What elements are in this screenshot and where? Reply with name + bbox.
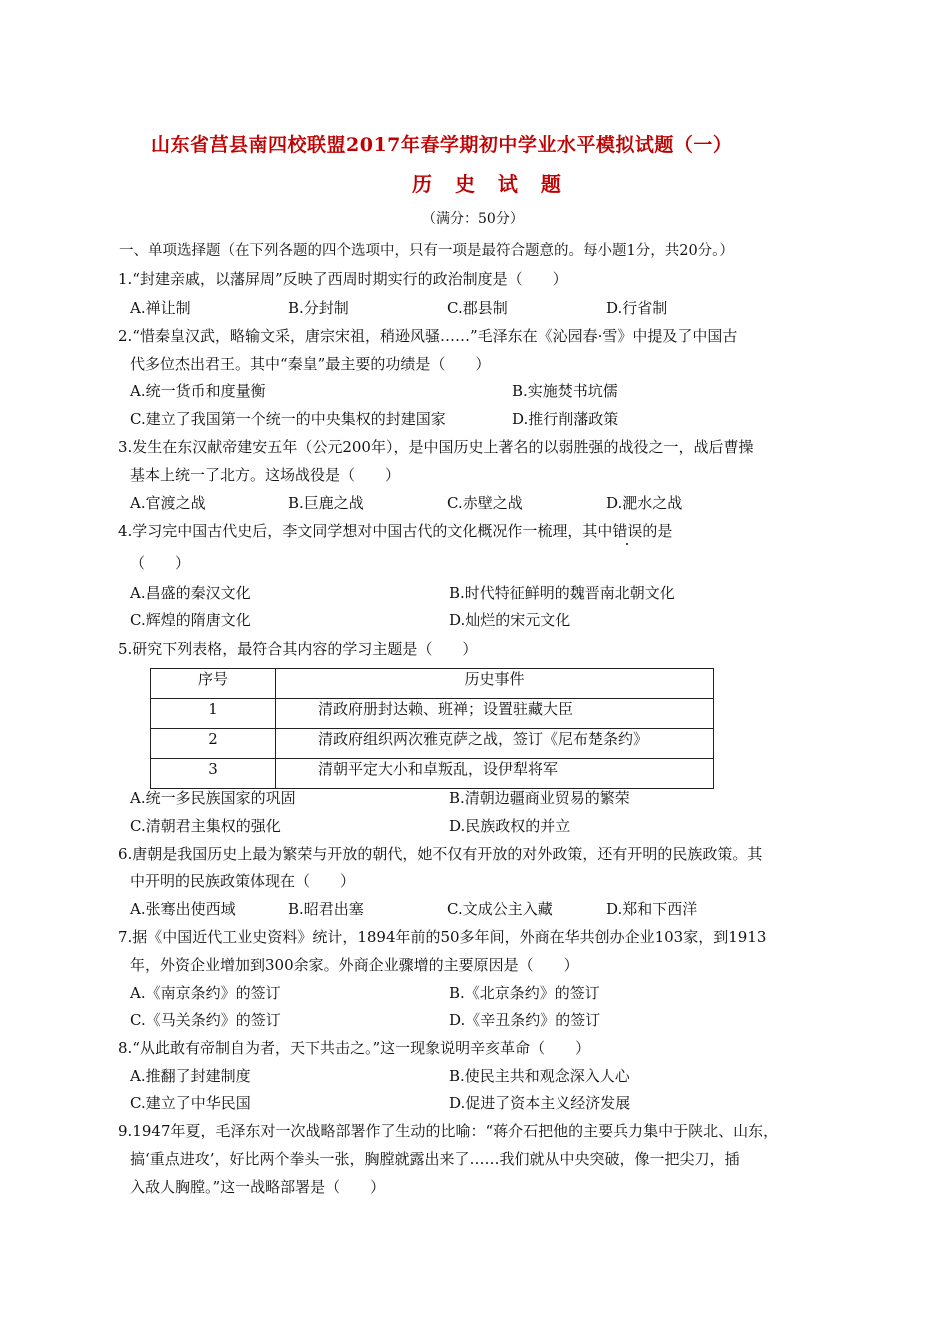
table-cell-event: 清朝平定大小和卓叛乱，设伊犁将军 [276, 759, 714, 789]
table-cell-number: 1 [151, 699, 276, 729]
question-2-option-a: A.统一货币和度量衡 [130, 382, 266, 400]
question-7-option-b: B.《北京条约》的签订 [449, 984, 600, 1002]
question-5-option-d: D.民族政权的并立 [449, 817, 571, 835]
question-6-option-b: B.昭君出塞 [288, 900, 364, 918]
question-8-stem: 8.“从此敢有帝制自为者，天下共击之。”这一现象说明辛亥革命（ ） [118, 1039, 591, 1057]
question-8-option-b: B.使民主共和观念深入人心 [449, 1067, 630, 1085]
table-row [151, 699, 714, 729]
question-3-option-b: B.巨鹿之战 [288, 494, 364, 512]
table-header-event: 历史事件 [276, 669, 714, 699]
question-7-option-a: A.《南京条约》的签订 [130, 984, 281, 1002]
question-5-stem: 5.研究下列表格，最符合其内容的学习主题是（ ） [118, 640, 478, 658]
question-6-option-c: C.文成公主入藏 [447, 900, 553, 918]
question-8-option-a: A.推翻了封建制度 [130, 1067, 251, 1085]
question-1-option-d: D.行省制 [606, 299, 668, 317]
table-row [151, 759, 714, 789]
question-5-option-c: C.清朝君主集权的强化 [130, 817, 281, 835]
question-5-table [150, 668, 714, 789]
question-5-option-a: A.统一多民族国家的巩固 [130, 789, 296, 807]
question-1-option-c: C.郡县制 [447, 299, 508, 317]
question-4-stem-line2: （ ） [130, 554, 191, 572]
table-cell-event: 清政府组织两次雅克萨之战，签订《尼布楚条约》 [276, 729, 714, 759]
question-5-option-b: B.清朝边疆商业贸易的繁荣 [449, 789, 630, 807]
question-2-option-b: B.实施焚书坑儒 [512, 382, 618, 400]
question-4-emphasis: 错误 [612, 522, 643, 540]
question-2-stem-line1: 2.“惜秦皇汉武，略输文采，唐宗宋祖，稍逊风骚……”毛泽东在《沁园春·雪》中提及了中国古 [118, 327, 738, 345]
section-heading: 一、单项选择题（在下列各题的四个选项中，只有一项是最符合题意的。每小题1分，共20分。） [119, 243, 734, 259]
question-1-option-a: A.禅让制 [130, 299, 191, 317]
question-4-option-c: C.辉煌的隋唐文化 [130, 611, 251, 629]
question-8-option-d: D.促进了资本主义经济发展 [449, 1094, 631, 1112]
question-4-stem-line1 [118, 521, 672, 541]
table-cell-event: 清政府册封达赖、班禅；设置驻藏大臣 [276, 699, 714, 729]
question-3-option-d: D.淝水之战 [606, 494, 683, 512]
question-4-stem-post: 的是 [642, 522, 673, 540]
question-2-option-c: C.建立了我国第一个统一的中央集权的封建国家 [130, 410, 446, 428]
table-cell-number: 2 [151, 729, 276, 759]
question-7-option-c: C.《马关条约》的签订 [130, 1011, 281, 1029]
question-7-stem-line2: 年，外资企业增加到300余家。外商企业骤增的主要原因是（ ） [130, 956, 579, 974]
question-3-option-a: A.官渡之战 [130, 494, 206, 512]
exam-subtitle: 历 史 试 题 [412, 172, 569, 196]
question-2-option-d: D.推行削藩政策 [512, 410, 619, 428]
score-note: （满分：50分） [422, 211, 524, 227]
question-4-option-b: B.时代特征鲜明的魏晋南北朝文化 [449, 584, 675, 602]
table-row [151, 729, 714, 759]
question-1-option-b: B.分封制 [288, 299, 349, 317]
question-6-option-d: D.郑和下西洋 [606, 900, 698, 918]
question-6-stem-line2: 中开明的民族政策体现在（ ） [130, 872, 356, 890]
question-8-option-c: C.建立了中华民国 [130, 1094, 251, 1112]
question-6-stem-line1: 6.唐朝是我国历史上最为繁荣与开放的朝代，她不仅有开放的对外政策，还有开明的民族政策。其 [118, 845, 763, 863]
question-9-stem-line1: 9.1947年夏，毛泽东对一次战略部署作了生动的比喻：“蒋介石把他的主要兵力集中于陕北、山东， [118, 1122, 779, 1140]
question-9-stem-line2: 搞‘重点进攻’，好比两个拳头一张，胸膛就露出来了……我们就从中央突破，像一把尖刀，插 [130, 1150, 740, 1168]
question-3-stem-line1: 3.发生在东汉献帝建安五年（公元200年），是中国历史上著名的以弱胜强的战役之一，战后曹操 [118, 438, 754, 456]
table-header-row [151, 669, 714, 699]
question-3-stem-line2: 基本上统一了北方。这场战役是（ ） [130, 466, 401, 484]
table-header-number: 序号 [151, 669, 276, 699]
question-2-stem-line2: 代多位杰出君王。其中“秦皇”最主要的功绩是（ ） [130, 355, 491, 373]
question-4-option-d: D.灿烂的宋元文化 [449, 611, 571, 629]
table-cell-number: 3 [151, 759, 276, 789]
question-7-option-d: D.《辛丑条约》的签订 [449, 1011, 601, 1029]
question-6-option-a: A.张骞出使西域 [130, 900, 236, 918]
question-3-option-c: C.赤壁之战 [447, 494, 523, 512]
question-1-stem: 1.“封建亲戚，以藩屏周”反映了西周时期实行的政治制度是（ ） [118, 270, 568, 288]
question-7-stem-line1: 7.据《中国近代工业史资料》统计，1894年前的50多年间，外商在华共创办企业103家，到1913 [118, 928, 767, 946]
exam-title: 山东省莒县南四校联盟2017年春学期初中学业水平模拟试题（一） [151, 134, 733, 156]
question-4-option-a: A.昌盛的秦汉文化 [130, 584, 251, 602]
question-9-stem-line3: 入敌人胸膛。”这一战略部署是（ ） [130, 1178, 386, 1196]
question-4-stem-pre: 4.学习完中国古代史后，李文同学想对中国古代的文化概况作一梳理，其中 [118, 522, 613, 540]
